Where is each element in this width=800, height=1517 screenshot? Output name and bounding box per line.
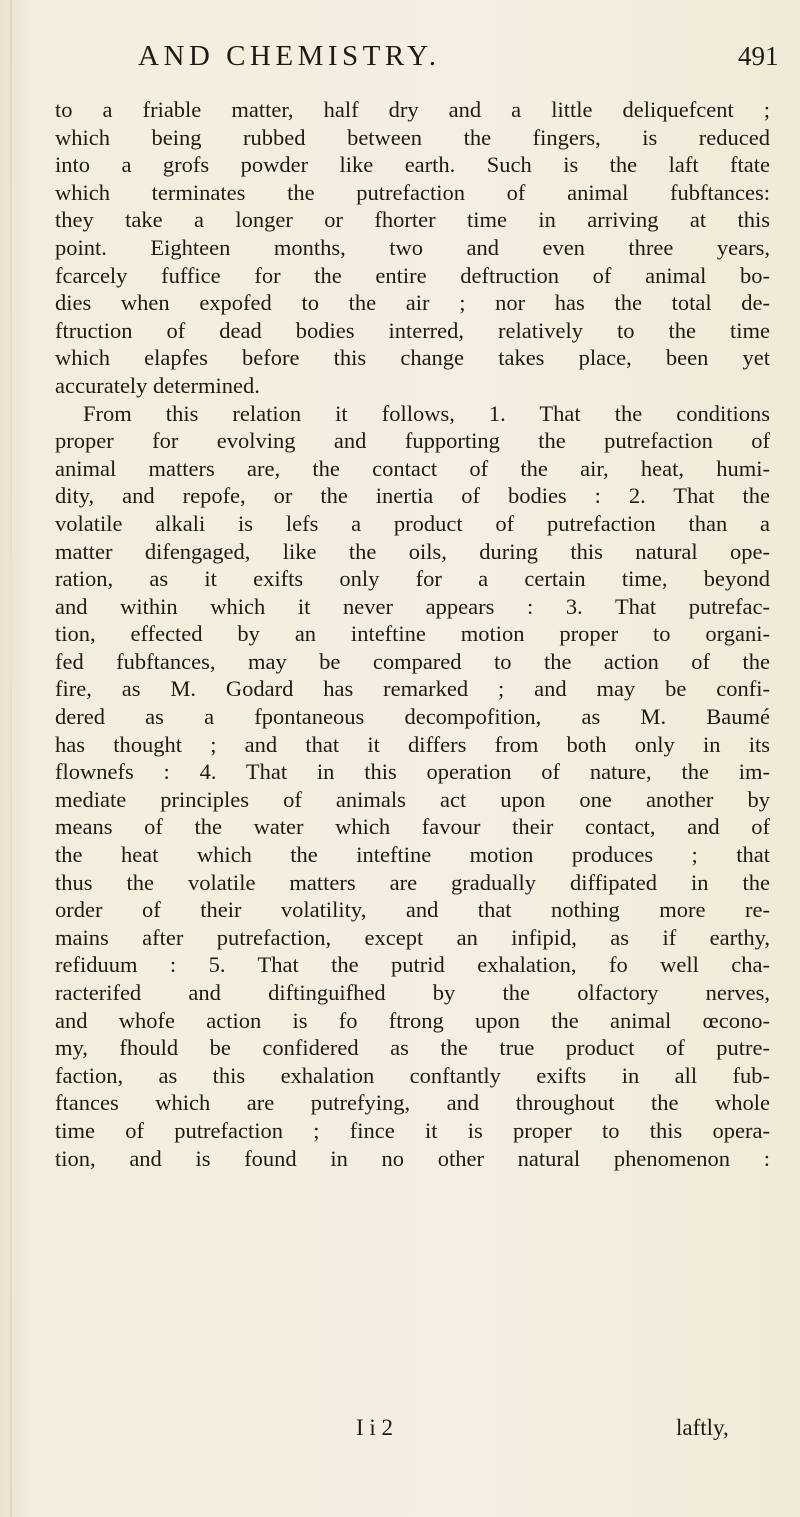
- text-line: and whofe action is fo ftrong upon the animal œcono-: [55, 1007, 770, 1033]
- text-line: thus the volatile matters are gradually diffipated in the: [55, 869, 770, 895]
- text-line: volatile alkali is lefs a product of putrefaction than a: [55, 510, 770, 536]
- text-line: time of putrefaction ; fince it is proper to this opera-: [55, 1117, 770, 1143]
- body-text: [55, 96, 770, 1172]
- text-line: ration, as it exifts only for a certain time, beyond: [55, 566, 770, 592]
- text-line: which terminates the putrefaction of animal fubftances:: [55, 179, 770, 205]
- text-line: point. Eighteen months, two and even three years,: [55, 234, 770, 260]
- text-line: tion, and is found in no other natural phenomenon :: [55, 1145, 770, 1171]
- text-line: racterifed and diftinguifhed by the olfactory nerves,: [55, 980, 770, 1005]
- page-gutter: [10, 0, 12, 1517]
- paragraph-start-line: From this relation it follows, 1. That the conditions: [83, 400, 770, 426]
- text-line: mediate principles of animals act upon one another by: [55, 786, 770, 812]
- text-line: which elapfes before this change takes place, been yet: [55, 345, 770, 371]
- text-line: fire, as M. Godard has remarked ; and may be confi-: [55, 676, 770, 702]
- text-line: matter difengaged, like the oils, during this natural ope-: [55, 538, 770, 564]
- text-line: flownefs : 4. That in this operation of nature, the im-: [55, 759, 770, 785]
- text-line: mains after putrefaction, except an infipid, as if earthy,: [55, 924, 770, 950]
- text-line: has thought ; and that it differs from both only in its: [55, 731, 770, 757]
- text-line: dies when expofed to the air ; nor has the total de-: [55, 290, 770, 316]
- text-line: order of their volatility, and that nothing more re-: [55, 897, 770, 923]
- text-line: which being rubbed between the fingers, is reduced: [55, 124, 770, 150]
- text-line: animal matters are, the contact of the air, heat, humi-: [55, 455, 770, 481]
- running-head: AND CHEMISTRY.: [138, 40, 441, 72]
- text-line: they take a longer or fhorter time in arriving at this: [55, 207, 770, 233]
- text-line: fed fubftances, may be compared to the action of the: [55, 648, 770, 674]
- catchword: laftly,: [676, 1415, 729, 1440]
- page-header: [0, 40, 800, 80]
- text-line: ftruction of dead bodies interred, relatively to the time: [55, 317, 770, 343]
- text-line: accurately determined.: [55, 372, 260, 398]
- text-line: means of the water which favour their contact, and of: [55, 814, 770, 840]
- text-line: proper for evolving and fupporting the putrefaction of: [55, 428, 770, 454]
- text-line: faction, as this exhalation conftantly exifts in all fub-: [55, 1062, 770, 1088]
- text-line: and within which it never appears : 3. That putrefac-: [55, 593, 770, 619]
- text-line: into a grofs powder like earth. Such is the laft ftate: [55, 152, 770, 178]
- page-number: 491: [738, 41, 779, 71]
- text-line: to a friable matter, half dry and a little deliquefcent ;: [55, 97, 770, 122]
- page-footer: [0, 1415, 800, 1445]
- signature-mark: I i 2: [356, 1415, 394, 1440]
- text-line: dered as a fpontaneous decompofition, as M. Baumé: [55, 704, 770, 730]
- text-line: tion, effected by an inteftine motion proper to organi-: [55, 621, 770, 647]
- text-line: my, fhould be confidered as the true product of putre-: [55, 1035, 770, 1061]
- text-line: the heat which the inteftine motion produces ; that: [55, 842, 770, 868]
- text-line: ftances which are putrefying, and throughout the whole: [55, 1090, 770, 1116]
- text-line: refiduum : 5. That the putrid exhalation, fo well cha-: [55, 952, 770, 978]
- text-line: fcarcely fuffice for the entire deftruction of animal bo-: [55, 262, 770, 288]
- text-line: dity, and repofe, or the inertia of bodies : 2. That the: [55, 483, 770, 509]
